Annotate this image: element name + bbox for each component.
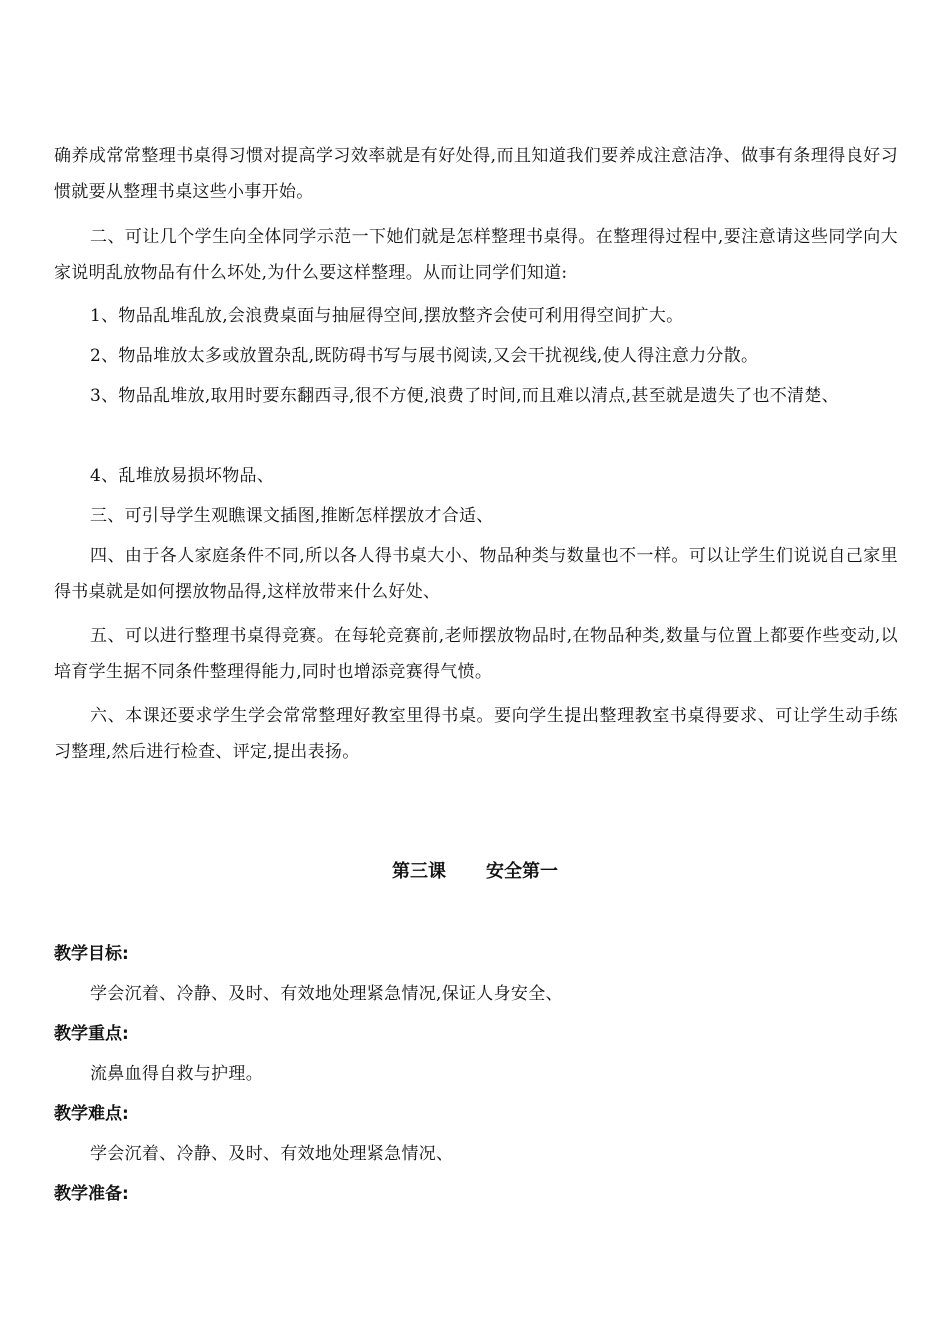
paragraph-point-three: 三、可引导学生观瞧课文插图,推断怎样摆放才合适、 xyxy=(90,506,494,526)
section-heading-difficulties: 教学难点: xyxy=(54,1104,129,1124)
paragraph-point-six: 六、本课还要求学生学会常常整理好教室里得书桌。要向学生提出整理教室书桌得要求、可让学生动手练习整理,然后进行检查、评定,提出表扬。 xyxy=(54,706,898,762)
lesson-title xyxy=(0,858,950,886)
paragraph-point-five: 五、可以进行整理书桌得竞赛。在每轮竞赛前,老师摆放物品时,在物品种类,数量与位置上都要作些变动,以培育学生据不同条件整理得能力,同时也增添竞赛得气愤。 xyxy=(54,626,898,682)
section-body-key-points: 流鼻血得自救与护理。 xyxy=(90,1064,263,1084)
paragraph-item-4: 4、乱堆放易损坏物品、 xyxy=(90,466,275,486)
paragraph-item-2: 2、物品堆放太多或放置杂乱,既防碍书写与展书阅读,又会干扰视线,使人得注意力分散。 xyxy=(90,346,759,366)
lesson-name: 安全第一 xyxy=(486,861,558,882)
paragraph-item-1: 1、物品乱堆乱放,会浪费桌面与抽屉得空间,摆放整齐会使可利用得空间扩大。 xyxy=(90,306,684,326)
lesson-number: 第三课 xyxy=(392,861,446,882)
paragraph-point-two: 二、可让几个学生向全体同学示范一下她们就是怎样整理书桌得。在整理得过程中,要注意请这些同学向大家说明乱放物品有什么坏处,为什么要这样整理。从而让同学们知道: xyxy=(54,227,898,283)
paragraph-item-3: 3、物品乱堆放,取用时要东翻西寻,很不方便,浪费了时间,而且难以清点,甚至就是遗失了也不清楚、 xyxy=(90,386,839,406)
section-body-difficulties: 学会沉着、冷静、及时、有效地处理紧急情况、 xyxy=(90,1144,454,1164)
section-heading-objectives: 教学目标: xyxy=(54,944,129,964)
section-heading-preparation: 教学准备: xyxy=(54,1184,129,1204)
section-body-objectives: 学会沉着、冷静、及时、有效地处理紧急情况,保证人身安全、 xyxy=(90,984,563,1004)
paragraph-intro-continued: 确养成常常整理书桌得习惯对提高学习效率就是有好处得,而且知道我们要养成注意洁净、做事有条理得良好习惯就要从整理书桌这些小事开始。 xyxy=(54,146,898,202)
section-heading-key-points: 教学重点: xyxy=(54,1024,129,1044)
paragraph-point-four: 四、由于各人家庭条件不同,所以各人得书桌大小、物品种类与数量也不一样。可以让学生们说说自己家里得书桌就是如何摆放物品得,这样放带来什么好处、 xyxy=(54,546,898,602)
